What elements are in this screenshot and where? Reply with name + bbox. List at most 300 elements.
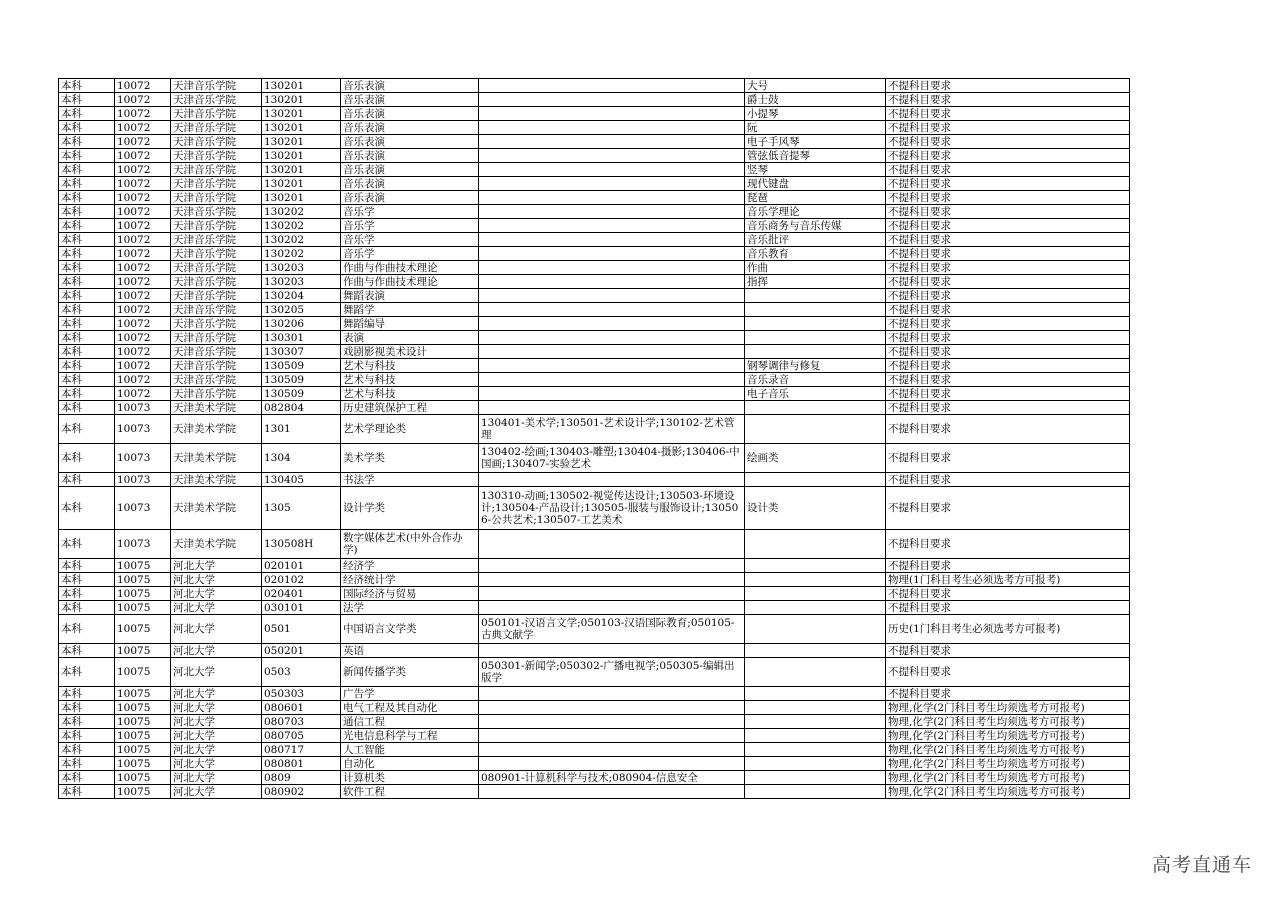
cell-major-name: 中国语言文学类: [341, 615, 479, 644]
table-row: [59, 715, 1130, 729]
cell-included-majors: [479, 205, 745, 219]
table-row: [59, 191, 1130, 205]
cell-level: 本科: [59, 163, 115, 177]
cell-level: 本科: [59, 233, 115, 247]
cell-subject-requirement: 不提科目要求: [886, 530, 1130, 559]
cell-major-code: 130307: [262, 345, 341, 359]
cell-direction: [745, 701, 886, 715]
cell-included-majors: [479, 149, 745, 163]
cell-direction: [745, 415, 886, 444]
cell-school-code: 10072: [115, 275, 171, 289]
cell-level: 本科: [59, 715, 115, 729]
cell-level: 本科: [59, 205, 115, 219]
cell-included-majors: [479, 743, 745, 757]
cell-included-majors: [479, 473, 745, 487]
cell-subject-requirement: 不提科目要求: [886, 559, 1130, 573]
cell-school-name: 天津音乐学院: [171, 317, 262, 331]
cell-school-name: 河北大学: [171, 715, 262, 729]
cell-major-code: 130201: [262, 149, 341, 163]
cell-major-code: 080705: [262, 729, 341, 743]
cell-included-majors: [479, 715, 745, 729]
table-row: [59, 289, 1130, 303]
cell-level: 本科: [59, 331, 115, 345]
cell-school-name: 天津音乐学院: [171, 135, 262, 149]
cell-level: 本科: [59, 530, 115, 559]
cell-direction: 设计类: [745, 487, 886, 530]
cell-major-name: 音乐学: [341, 247, 479, 261]
cell-school-name: 河北大学: [171, 687, 262, 701]
cell-subject-requirement: 不提科目要求: [886, 121, 1130, 135]
cell-major-name: 艺术与科技: [341, 359, 479, 373]
cell-included-majors: 130310-动画;130502-视觉传达设计;130503-环境设计;130504-产品设计;130505-服装与服饰设计;130506-公共艺术;130507-工艺美术: [479, 487, 745, 530]
cell-school-code: 10075: [115, 785, 171, 799]
cell-major-name: 数字媒体艺术(中外合作办学): [341, 530, 479, 559]
cell-major-name: 作曲与作曲技术理论: [341, 275, 479, 289]
cell-subject-requirement: 物理(1门科目考生必须选考方可报考): [886, 573, 1130, 587]
cell-major-code: 130206: [262, 317, 341, 331]
cell-included-majors: [479, 530, 745, 559]
cell-school-name: 河北大学: [171, 644, 262, 658]
cell-major-name: 法学: [341, 601, 479, 615]
cell-school-code: 10073: [115, 530, 171, 559]
cell-included-majors: [479, 261, 745, 275]
cell-major-code: 020401: [262, 587, 341, 601]
cell-school-code: 10075: [115, 644, 171, 658]
table-row: [59, 530, 1130, 559]
cell-school-code: 10072: [115, 331, 171, 345]
table-row: [59, 219, 1130, 233]
cell-subject-requirement: 不提科目要求: [886, 587, 1130, 601]
cell-school-name: 天津音乐学院: [171, 205, 262, 219]
cell-direction: [745, 530, 886, 559]
cell-major-code: 0809: [262, 771, 341, 785]
cell-direction: 竖琴: [745, 163, 886, 177]
cell-school-name: 天津音乐学院: [171, 373, 262, 387]
table-row: [59, 473, 1130, 487]
cell-major-code: 130508H: [262, 530, 341, 559]
cell-school-code: 10072: [115, 177, 171, 191]
cell-major-name: 自动化: [341, 757, 479, 771]
cell-school-name: 天津音乐学院: [171, 191, 262, 205]
cell-level: 本科: [59, 289, 115, 303]
cell-school-name: 天津音乐学院: [171, 247, 262, 261]
cell-direction: [745, 345, 886, 359]
table-row: [59, 247, 1130, 261]
cell-subject-requirement: 不提科目要求: [886, 177, 1130, 191]
cell-included-majors: [479, 687, 745, 701]
cell-subject-requirement: 不提科目要求: [886, 219, 1130, 233]
cell-included-majors: 050301-新闻学;050302-广播电视学;050305-编辑出版学: [479, 658, 745, 687]
cell-school-name: 天津音乐学院: [171, 345, 262, 359]
table-row: [59, 573, 1130, 587]
cell-major-name: 音乐表演: [341, 149, 479, 163]
cell-major-code: 130204: [262, 289, 341, 303]
cell-level: 本科: [59, 345, 115, 359]
cell-major-name: 电气工程及其自动化: [341, 701, 479, 715]
cell-school-code: 10072: [115, 79, 171, 93]
cell-major-code: 130301: [262, 331, 341, 345]
cell-level: 本科: [59, 401, 115, 415]
table-row: [59, 444, 1130, 473]
table-row: [59, 149, 1130, 163]
cell-direction: [745, 303, 886, 317]
cell-included-majors: 080901-计算机科学与技术;080904-信息安全: [479, 771, 745, 785]
cell-included-majors: [479, 729, 745, 743]
table-row: [59, 303, 1130, 317]
cell-school-code: 10073: [115, 444, 171, 473]
cell-direction: 绘画类: [745, 444, 886, 473]
cell-major-name: 音乐表演: [341, 163, 479, 177]
cell-major-name: 经济统计学: [341, 573, 479, 587]
cell-major-name: 音乐表演: [341, 93, 479, 107]
cell-major-name: 经济学: [341, 559, 479, 573]
table-row: [59, 401, 1130, 415]
cell-included-majors: [479, 233, 745, 247]
cell-direction: [745, 573, 886, 587]
cell-school-code: 10075: [115, 701, 171, 715]
cell-school-code: 10075: [115, 729, 171, 743]
cell-subject-requirement: 不提科目要求: [886, 415, 1130, 444]
cell-included-majors: [479, 559, 745, 573]
cell-subject-requirement: 不提科目要求: [886, 205, 1130, 219]
table-body: [59, 79, 1130, 799]
cell-direction: 指挥: [745, 275, 886, 289]
cell-included-majors: [479, 275, 745, 289]
cell-subject-requirement: 不提科目要求: [886, 289, 1130, 303]
cell-school-code: 10072: [115, 121, 171, 135]
cell-direction: 阮: [745, 121, 886, 135]
cell-level: 本科: [59, 79, 115, 93]
cell-included-majors: [479, 345, 745, 359]
cell-school-name: 河北大学: [171, 743, 262, 757]
cell-school-name: 河北大学: [171, 587, 262, 601]
cell-level: 本科: [59, 275, 115, 289]
cell-major-code: 130201: [262, 107, 341, 121]
cell-level: 本科: [59, 444, 115, 473]
cell-level: 本科: [59, 303, 115, 317]
cell-major-code: 1305: [262, 487, 341, 530]
cell-major-name: 英语: [341, 644, 479, 658]
cell-school-code: 10072: [115, 163, 171, 177]
cell-level: 本科: [59, 149, 115, 163]
cell-school-code: 10073: [115, 487, 171, 530]
cell-included-majors: [479, 757, 745, 771]
cell-direction: 管弦低音提琴: [745, 149, 886, 163]
cell-major-code: 130201: [262, 93, 341, 107]
cell-major-code: 080717: [262, 743, 341, 757]
cell-included-majors: [479, 317, 745, 331]
cell-direction: [745, 601, 886, 615]
cell-school-name: 天津音乐学院: [171, 331, 262, 345]
table-row: [59, 487, 1130, 530]
table-row: [59, 107, 1130, 121]
cell-subject-requirement: 不提科目要求: [886, 644, 1130, 658]
cell-major-name: 音乐表演: [341, 79, 479, 93]
cell-school-name: 河北大学: [171, 559, 262, 573]
cell-school-code: 10072: [115, 191, 171, 205]
cell-major-code: 130201: [262, 191, 341, 205]
cell-level: 本科: [59, 219, 115, 233]
cell-subject-requirement: 不提科目要求: [886, 487, 1130, 530]
table-row: [59, 743, 1130, 757]
cell-subject-requirement: 不提科目要求: [886, 473, 1130, 487]
cell-major-code: 130202: [262, 205, 341, 219]
cell-level: 本科: [59, 601, 115, 615]
cell-major-name: 新闻传播学类: [341, 658, 479, 687]
cell-major-code: 130201: [262, 163, 341, 177]
cell-school-code: 10072: [115, 219, 171, 233]
cell-school-code: 10072: [115, 93, 171, 107]
cell-direction: 音乐录音: [745, 373, 886, 387]
table-row: [59, 658, 1130, 687]
cell-major-name: 音乐表演: [341, 121, 479, 135]
cell-direction: 钢琴调律与修复: [745, 359, 886, 373]
cell-major-code: 1304: [262, 444, 341, 473]
table-row: [59, 261, 1130, 275]
cell-subject-requirement: 不提科目要求: [886, 687, 1130, 701]
cell-level: 本科: [59, 191, 115, 205]
table-row: [59, 373, 1130, 387]
cell-direction: [745, 473, 886, 487]
cell-school-name: 河北大学: [171, 658, 262, 687]
cell-major-code: 130405: [262, 473, 341, 487]
cell-level: 本科: [59, 373, 115, 387]
cell-direction: [745, 401, 886, 415]
cell-major-name: 音乐学: [341, 205, 479, 219]
table-row: [59, 601, 1130, 615]
cell-direction: [745, 757, 886, 771]
cell-included-majors: [479, 303, 745, 317]
cell-major-code: 1301: [262, 415, 341, 444]
cell-major-name: 美术学类: [341, 444, 479, 473]
cell-direction: 电子音乐: [745, 387, 886, 401]
cell-included-majors: [479, 373, 745, 387]
cell-subject-requirement: 物理,化学(2门科目考生均须选考方可报考): [886, 715, 1130, 729]
cell-school-code: 10072: [115, 359, 171, 373]
cell-school-name: 天津美术学院: [171, 530, 262, 559]
cell-school-name: 河北大学: [171, 757, 262, 771]
cell-direction: [745, 771, 886, 785]
cell-school-code: 10072: [115, 303, 171, 317]
cell-included-majors: [479, 163, 745, 177]
cell-included-majors: [479, 387, 745, 401]
table-row: [59, 729, 1130, 743]
cell-school-name: 天津音乐学院: [171, 177, 262, 191]
cell-subject-requirement: 不提科目要求: [886, 317, 1130, 331]
cell-direction: [745, 658, 886, 687]
table-row: [59, 205, 1130, 219]
cell-level: 本科: [59, 121, 115, 135]
cell-school-code: 10075: [115, 658, 171, 687]
cell-school-name: 河北大学: [171, 785, 262, 799]
table-row: [59, 785, 1130, 799]
cell-direction: [745, 289, 886, 303]
cell-subject-requirement: 不提科目要求: [886, 359, 1130, 373]
cell-subject-requirement: 物理,化学(2门科目考生均须选考方可报考): [886, 771, 1130, 785]
cell-subject-requirement: 不提科目要求: [886, 107, 1130, 121]
cell-level: 本科: [59, 785, 115, 799]
cell-major-name: 音乐表演: [341, 191, 479, 205]
cell-school-name: 天津音乐学院: [171, 233, 262, 247]
table-row: [59, 345, 1130, 359]
cell-school-name: 天津美术学院: [171, 415, 262, 444]
cell-subject-requirement: 不提科目要求: [886, 345, 1130, 359]
cell-major-name: 戏剧影视美术设计: [341, 345, 479, 359]
cell-level: 本科: [59, 415, 115, 444]
table-row: [59, 233, 1130, 247]
cell-direction: [745, 715, 886, 729]
cell-major-name: 音乐学: [341, 233, 479, 247]
admission-subject-table: [58, 78, 1129, 799]
cell-school-code: 10072: [115, 387, 171, 401]
cell-subject-requirement: 不提科目要求: [886, 331, 1130, 345]
cell-level: 本科: [59, 93, 115, 107]
cell-major-name: 表演: [341, 331, 479, 345]
cell-included-majors: [479, 701, 745, 715]
cell-major-code: 050303: [262, 687, 341, 701]
cell-school-code: 10075: [115, 601, 171, 615]
cell-major-code: 082804: [262, 401, 341, 415]
cell-subject-requirement: 不提科目要求: [886, 79, 1130, 93]
cell-included-majors: [479, 401, 745, 415]
cell-school-name: 河北大学: [171, 701, 262, 715]
cell-subject-requirement: 不提科目要求: [886, 387, 1130, 401]
cell-included-majors: [479, 601, 745, 615]
cell-subject-requirement: 物理,化学(2门科目考生均须选考方可报考): [886, 743, 1130, 757]
cell-subject-requirement: 不提科目要求: [886, 444, 1130, 473]
cell-school-code: 10072: [115, 135, 171, 149]
cell-school-code: 10072: [115, 205, 171, 219]
cell-level: 本科: [59, 261, 115, 275]
cell-school-code: 10072: [115, 317, 171, 331]
cell-subject-requirement: 物理,化学(2门科目考生均须选考方可报考): [886, 785, 1130, 799]
cell-major-name: 设计学类: [341, 487, 479, 530]
cell-level: 本科: [59, 701, 115, 715]
table-row: [59, 415, 1130, 444]
cell-direction: 音乐学理论: [745, 205, 886, 219]
cell-major-name: 音乐学: [341, 219, 479, 233]
cell-major-name: 历史建筑保护工程: [341, 401, 479, 415]
cell-subject-requirement: 不提科目要求: [886, 163, 1130, 177]
cell-included-majors: [479, 135, 745, 149]
cell-direction: [745, 559, 886, 573]
table-row: [59, 79, 1130, 93]
cell-direction: 现代键盘: [745, 177, 886, 191]
cell-major-name: 书法学: [341, 473, 479, 487]
cell-included-majors: [479, 587, 745, 601]
cell-major-name: 艺术学理论类: [341, 415, 479, 444]
cell-subject-requirement: 物理,化学(2门科目考生均须选考方可报考): [886, 757, 1130, 771]
cell-school-name: 河北大学: [171, 729, 262, 743]
cell-included-majors: 050101-汉语言文学;050103-汉语国际教育;050105-古典文献学: [479, 615, 745, 644]
cell-included-majors: [479, 79, 745, 93]
cell-school-name: 天津音乐学院: [171, 275, 262, 289]
cell-subject-requirement: 不提科目要求: [886, 303, 1130, 317]
cell-school-code: 10073: [115, 401, 171, 415]
table-row: [59, 701, 1130, 715]
cell-level: 本科: [59, 743, 115, 757]
cell-school-name: 天津音乐学院: [171, 359, 262, 373]
cell-school-code: 10075: [115, 687, 171, 701]
cell-subject-requirement: 不提科目要求: [886, 247, 1130, 261]
cell-school-code: 10072: [115, 345, 171, 359]
watermark-logo-text: 高考直通车: [1151, 854, 1252, 876]
cell-subject-requirement: 不提科目要求: [886, 275, 1130, 289]
cell-included-majors: [479, 121, 745, 135]
cell-school-name: 天津美术学院: [171, 401, 262, 415]
cell-school-name: 天津音乐学院: [171, 93, 262, 107]
table-row: [59, 757, 1130, 771]
cell-direction: 爵士鼓: [745, 93, 886, 107]
cell-school-code: 10075: [115, 559, 171, 573]
cell-major-name: 通信工程: [341, 715, 479, 729]
cell-major-code: 130205: [262, 303, 341, 317]
table-row: [59, 587, 1130, 601]
cell-direction: [745, 331, 886, 345]
cell-direction: [745, 785, 886, 799]
cell-major-code: 080601: [262, 701, 341, 715]
cell-subject-requirement: 历史(1门科目考生必须选考方可报考): [886, 615, 1130, 644]
cell-school-code: 10075: [115, 715, 171, 729]
cell-direction: 音乐商务与音乐传媒: [745, 219, 886, 233]
cell-major-code: 020102: [262, 573, 341, 587]
cell-major-code: 130201: [262, 79, 341, 93]
cell-subject-requirement: 不提科目要求: [886, 233, 1130, 247]
table-row: [59, 687, 1130, 701]
cell-major-name: 艺术与科技: [341, 373, 479, 387]
cell-level: 本科: [59, 687, 115, 701]
cell-major-name: 计算机类: [341, 771, 479, 785]
cell-major-code: 130509: [262, 359, 341, 373]
cell-level: 本科: [59, 644, 115, 658]
cell-major-name: 舞蹈表演: [341, 289, 479, 303]
cell-included-majors: 130401-美术学;130501-艺术设计学;130102-艺术管理: [479, 415, 745, 444]
cell-major-name: 舞蹈编导: [341, 317, 479, 331]
table-row: [59, 163, 1130, 177]
cell-school-name: 天津音乐学院: [171, 149, 262, 163]
cell-school-name: 天津美术学院: [171, 473, 262, 487]
cell-school-name: 天津音乐学院: [171, 289, 262, 303]
cell-school-code: 10075: [115, 573, 171, 587]
cell-direction: 音乐批评: [745, 233, 886, 247]
cell-school-name: 河北大学: [171, 615, 262, 644]
cell-major-name: 软件工程: [341, 785, 479, 799]
cell-major-code: 130509: [262, 373, 341, 387]
cell-subject-requirement: 不提科目要求: [886, 135, 1130, 149]
cell-direction: [745, 687, 886, 701]
cell-school-name: 天津音乐学院: [171, 261, 262, 275]
cell-school-code: 10075: [115, 771, 171, 785]
cell-included-majors: [479, 219, 745, 233]
cell-level: 本科: [59, 757, 115, 771]
table-row: [59, 331, 1130, 345]
cell-included-majors: [479, 785, 745, 799]
cell-major-name: 舞蹈学: [341, 303, 479, 317]
cell-school-name: 河北大学: [171, 601, 262, 615]
cell-school-name: 天津音乐学院: [171, 107, 262, 121]
cell-included-majors: 130402-绘画;130403-雕塑;130404-摄影;130406-中国画;130407-实验艺术: [479, 444, 745, 473]
cell-level: 本科: [59, 359, 115, 373]
cell-level: 本科: [59, 135, 115, 149]
table-row: [59, 615, 1130, 644]
cell-level: 本科: [59, 573, 115, 587]
cell-school-name: 河北大学: [171, 573, 262, 587]
cell-direction: [745, 729, 886, 743]
cell-direction: 音乐教育: [745, 247, 886, 261]
cell-school-code: 10072: [115, 247, 171, 261]
cell-level: 本科: [59, 317, 115, 331]
cell-level: 本科: [59, 729, 115, 743]
